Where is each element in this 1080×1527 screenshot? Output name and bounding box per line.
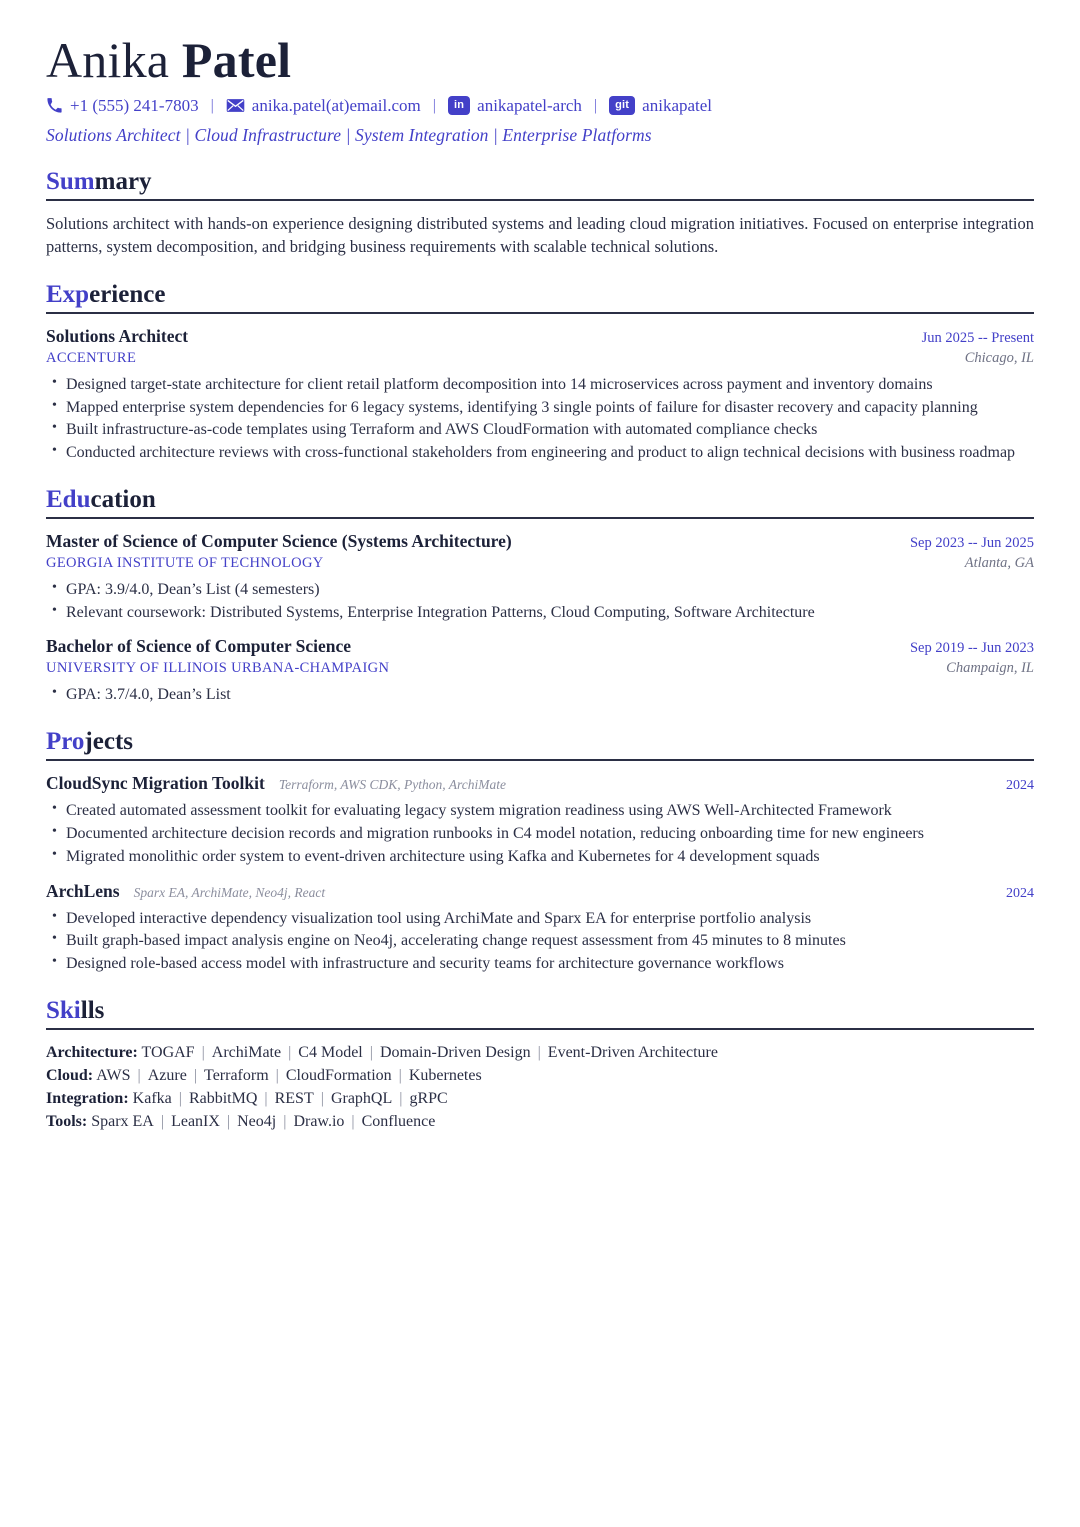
degree-date: Sep 2023 -- Jun 2025 <box>909 535 1034 552</box>
entry-header <box>46 531 1034 553</box>
project-header <box>46 773 1034 794</box>
skill-item: gRPC <box>409 1089 448 1107</box>
skill-list <box>91 1113 435 1130</box>
skill-item: Event-Driven Architecture <box>547 1044 718 1062</box>
section-title-rest: erience <box>89 280 166 308</box>
section-title-rest: mary <box>94 167 152 195</box>
skill-separator: | <box>201 1044 205 1062</box>
list-item: • Conducted architecture reviews with cross-functional stakeholders from engineering and product to align technical decisions with business roadmap <box>46 442 1034 464</box>
project-name: ArchLens <box>46 880 120 901</box>
school-name: UNIVERSITY OF ILLINOIS URBANA-CHAMPAIGN <box>46 660 390 677</box>
job-bullets <box>46 374 1034 464</box>
education-entry <box>46 531 1034 623</box>
skill-item: Terraform <box>204 1067 269 1085</box>
skill-row <box>46 1088 1034 1111</box>
skill-item: Domain-Driven Design <box>379 1044 531 1062</box>
skill-category: Tools: <box>46 1112 88 1130</box>
phone-icon <box>46 97 63 114</box>
list-item: • Designed role-based access model with infrastructure and security teams for architecture governance workflows <box>46 953 1034 975</box>
skill-separator: | <box>351 1112 355 1130</box>
section-title-education <box>46 486 1034 514</box>
section-title-accent: Edu <box>46 485 91 513</box>
skill-list <box>96 1067 481 1084</box>
project-tech-stack: Sparx EA, ArchiMate, Neo4j, React <box>133 884 326 900</box>
project-header <box>46 881 1034 902</box>
section-title-summary <box>46 168 1034 196</box>
contact-line <box>46 93 1034 119</box>
job-title: Solutions Architect <box>46 326 189 347</box>
contact-separator: | <box>593 96 598 114</box>
phone-text: +1 (555) 241-7803 <box>70 96 199 115</box>
project-year: 2024 <box>1006 885 1034 901</box>
envelope-icon <box>226 98 245 113</box>
skill-item: CloudFormation <box>285 1067 392 1085</box>
skill-separator: | <box>288 1044 292 1062</box>
skill-separator: | <box>178 1089 182 1107</box>
list-item: • Built graph-based impact analysis engine on Neo4j, accelerating change request assessment from 45 minutes to 8 minutes <box>46 930 1034 952</box>
education-entry <box>46 636 1034 705</box>
skill-list <box>142 1044 718 1061</box>
project-name: CloudSync Migration Toolkit <box>46 773 265 794</box>
list-item: • Developed interactive dependency visualization tool using ArchiMate and Sparx EA for enterprise portfolio analysis <box>46 908 1034 930</box>
skill-separator: | <box>283 1112 287 1130</box>
section-title-accent: Exp <box>46 280 90 308</box>
school-location: Champaign, IL <box>946 660 1034 677</box>
skill-separator: | <box>369 1044 373 1062</box>
linkedin-text: anikapatel-arch <box>477 96 582 115</box>
section-title-rest: cation <box>90 485 156 513</box>
entry-subheader <box>46 658 1034 678</box>
skill-list <box>133 1090 448 1107</box>
last-name: Patel <box>181 32 292 88</box>
entry-subheader <box>46 553 1034 573</box>
summary-body <box>46 213 1034 259</box>
section-title-rest: lls <box>80 996 105 1024</box>
linkedin-icon: in <box>448 96 470 115</box>
skill-item: Kafka <box>132 1089 172 1107</box>
skill-category: Architecture: <box>46 1044 138 1062</box>
section-experience <box>46 281 1034 464</box>
skill-separator: | <box>226 1112 231 1130</box>
skill-separator: | <box>193 1067 198 1085</box>
skill-separator: | <box>275 1067 279 1085</box>
email-text: anika.patel(at)email.com <box>251 96 421 115</box>
skill-item: Azure <box>147 1067 187 1085</box>
skill-item: REST <box>274 1089 314 1107</box>
section-title-skills <box>46 997 1034 1025</box>
project-entry <box>46 881 1034 975</box>
projects-body <box>46 773 1034 975</box>
skill-item: AWS <box>96 1067 131 1085</box>
skill-item: LeanIX <box>171 1112 220 1130</box>
skill-row <box>46 1111 1034 1134</box>
skill-item: Draw.io <box>293 1112 345 1130</box>
skill-category: Integration: <box>46 1089 129 1107</box>
education-body <box>46 531 1034 706</box>
skill-item: TOGAF <box>141 1044 195 1062</box>
section-title-accent: Pro <box>46 727 85 755</box>
project-bullets <box>46 908 1034 975</box>
experience-body <box>46 326 1034 464</box>
skill-item: Sparx EA <box>91 1112 154 1130</box>
list-item: • Created automated assessment toolkit for evaluating legacy system migration readiness using AWS Well-Architected Framework <box>46 800 1034 822</box>
skill-item: RabbitMQ <box>188 1089 258 1107</box>
contact-github[interactable] <box>609 93 712 119</box>
list-item: • Designed target-state architecture for client retail platform decomposition into 14 microservices across payment and inventory domains <box>46 374 1034 396</box>
section-divider <box>46 312 1034 314</box>
list-item: • Documented architecture decision records and migration runbooks in C4 model notation, reducing onboarding time for new engineers <box>46 823 1034 845</box>
skill-item: C4 Model <box>298 1044 363 1062</box>
list-item: • GPA: 3.9/4.0, Dean’s List (4 semesters) <box>46 579 1034 601</box>
section-title-experience <box>46 281 1034 309</box>
skill-item: Confluence <box>361 1112 436 1130</box>
skill-item: ArchiMate <box>211 1044 282 1062</box>
skill-separator: | <box>537 1044 541 1062</box>
degree-bullets <box>46 579 1034 624</box>
project-header-left <box>46 881 325 902</box>
section-divider <box>46 759 1034 761</box>
section-title-accent: Sum <box>46 167 95 195</box>
skill-separator: | <box>160 1112 165 1130</box>
job-location: Chicago, IL <box>964 349 1034 366</box>
contact-phone[interactable] <box>46 93 199 119</box>
professional-headline: Solutions Architect | Cloud Infrastructure | System Integration | Enterprise Platforms <box>46 124 652 145</box>
skill-row <box>46 1042 1034 1065</box>
list-item: • Relevant coursework: Distributed Systems, Enterprise Integration Patterns, Cloud Computing, Software Architecture <box>46 602 1034 624</box>
list-item: • GPA: 3.7/4.0, Dean’s List <box>46 684 1034 706</box>
project-header-left <box>46 773 506 794</box>
section-divider <box>46 1028 1034 1030</box>
skill-item: Neo4j <box>237 1112 277 1130</box>
list-item: • Built infrastructure-as-code templates using Terraform and AWS CloudFormation with automated compliance checks <box>46 419 1034 441</box>
project-bullets <box>46 800 1034 867</box>
degree-title: Bachelor of Science of Computer Science <box>46 636 352 657</box>
degree-date: Sep 2019 -- Jun 2023 <box>909 640 1034 657</box>
summary-text: Solutions architect with hands-on experience designing distributed systems and leading cloud migration initiatives. Focused on enterprise integration patterns, system decomposition, and bridging business requirements with scalable technical solutions. <box>46 214 1034 256</box>
contact-email[interactable] <box>226 93 421 119</box>
section-summary <box>46 168 1034 259</box>
skill-item: GraphQL <box>330 1089 393 1107</box>
skill-separator: | <box>399 1089 403 1107</box>
skill-separator: | <box>398 1067 402 1085</box>
skills-body <box>46 1042 1034 1133</box>
section-projects <box>46 728 1034 975</box>
experience-entry <box>46 326 1034 464</box>
skill-separator: | <box>320 1089 324 1107</box>
github-text: anikapatel <box>642 96 713 115</box>
job-company: ACCENTURE <box>46 349 137 366</box>
school-location: Atlanta, GA <box>964 555 1034 572</box>
contact-linkedin[interactable] <box>448 93 582 119</box>
entry-header <box>46 636 1034 658</box>
section-skills <box>46 997 1034 1133</box>
resume-header <box>46 34 1034 146</box>
project-year: 2024 <box>1006 778 1034 794</box>
page-title <box>46 34 1034 87</box>
degree-bullets <box>46 684 1034 706</box>
first-name: Anika <box>46 32 170 88</box>
degree-title: Master of Science of Computer Science (Systems Architecture) <box>46 531 512 552</box>
section-education <box>46 486 1034 706</box>
school-name: GEORGIA INSTITUTE OF TECHNOLOGY <box>46 555 324 572</box>
entry-subheader <box>46 348 1034 368</box>
project-tech-stack: Terraform, AWS CDK, Python, ArchiMate <box>278 777 506 793</box>
list-item: • Migrated monolithic order system to event-driven architecture using Kafka and Kubernetes for 4 development squads <box>46 846 1034 868</box>
skill-category: Cloud: <box>46 1067 94 1085</box>
job-date: Jun 2025 -- Present <box>921 330 1034 347</box>
project-entry <box>46 773 1034 867</box>
section-divider <box>46 199 1034 201</box>
section-title-projects <box>46 728 1034 756</box>
contact-separator: | <box>432 96 436 114</box>
section-divider <box>46 517 1034 519</box>
skill-separator: | <box>137 1067 141 1085</box>
list-item: • Mapped enterprise system dependencies for 6 legacy systems, identifying 3 single points of failure for disaster recovery and capacity planning <box>46 397 1034 419</box>
section-title-accent: Ski <box>46 996 81 1024</box>
section-title-rest: jects <box>84 727 133 755</box>
contact-separator: | <box>210 96 214 114</box>
github-icon: git <box>609 96 635 115</box>
skill-separator: | <box>264 1089 268 1107</box>
skill-item: Kubernetes <box>408 1067 482 1085</box>
entry-header <box>46 326 1034 348</box>
skill-row <box>46 1065 1034 1088</box>
